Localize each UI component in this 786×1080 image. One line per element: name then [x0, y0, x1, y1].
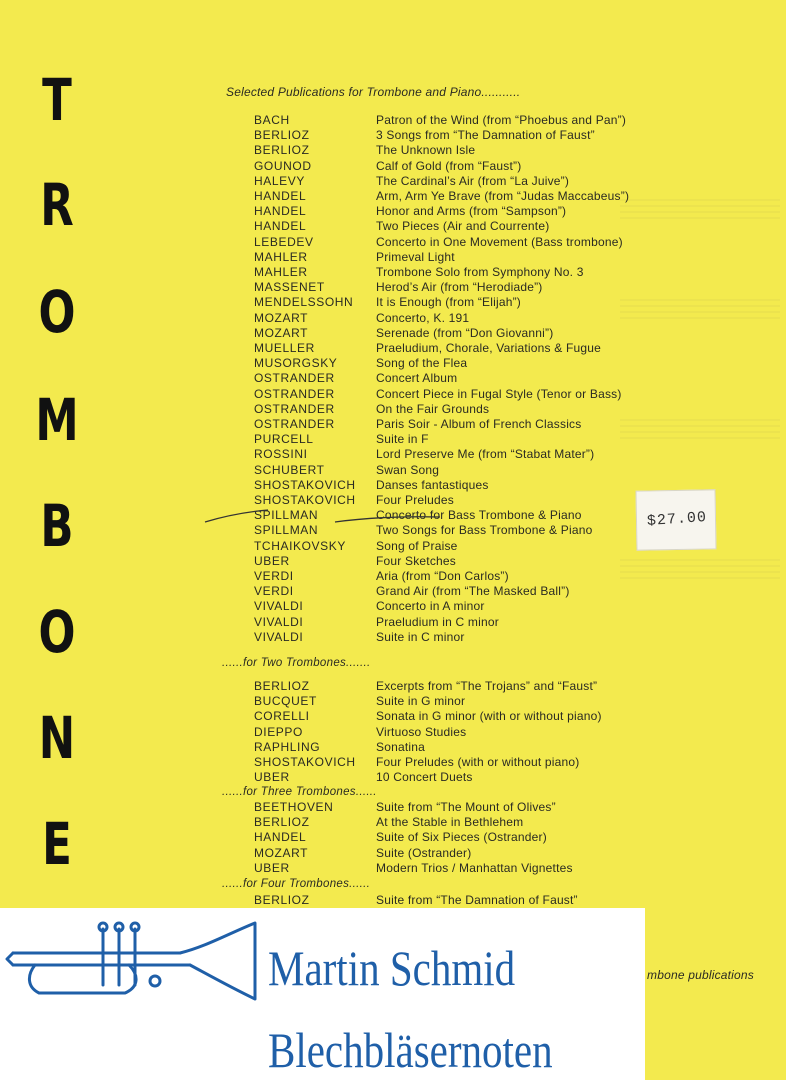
composer-name: LEBEDEV	[254, 234, 314, 249]
work-title: Grand Air (from “The Masked Ball”)	[376, 584, 570, 599]
work-title: Primeval Light	[376, 249, 455, 264]
composer-name: MASSENET	[254, 280, 325, 295]
brand-name: Martin Schmid	[268, 940, 516, 996]
work-title: Concert Album	[376, 371, 458, 386]
composer-name: HALEVY	[254, 173, 305, 188]
composer-name: SHOSTAKOVICH	[254, 493, 356, 507]
work-title: Swan Song	[376, 462, 440, 477]
composer-name: SHOSTAKOVICH	[254, 477, 356, 492]
composer-name: BERLIOZ	[254, 128, 310, 143]
composer-name: SCHUBERT	[254, 462, 325, 477]
work-title: Suite in C minor	[376, 629, 465, 644]
composer-name: UBER	[254, 553, 290, 568]
composer-name: MOZART	[254, 845, 309, 860]
trumpet-icon	[5, 915, 263, 1005]
title-letter: N	[38, 704, 76, 772]
work-title: Suite in F	[376, 432, 429, 447]
composer-name: OSTRANDER	[254, 386, 335, 401]
work-title: Calf of Gold (from “Faust”)	[376, 158, 522, 173]
work-title: Aria (from “Don Carlos”)	[376, 569, 509, 583]
work-title: Herod’s Air (from “Herodiade”)	[376, 280, 543, 295]
work-title: Paris Soir - Album of French Classics	[376, 417, 582, 431]
title-letter: O	[38, 598, 76, 666]
work-title: Four Sketches	[376, 553, 456, 568]
work-title: It is Enough (from “Elijah”)	[376, 295, 521, 310]
composer-name: PURCELL	[254, 432, 314, 447]
work-title: 3 Songs from “The Damnation of Faust”	[376, 128, 595, 143]
work-title: On the Fair Grounds	[376, 401, 490, 416]
composer-name: HANDEL	[254, 204, 307, 219]
composer-name: SPILLMAN	[254, 508, 319, 523]
composer-name: UBER	[254, 860, 290, 875]
composer-name: BERLIOZ	[254, 143, 310, 158]
work-title: Patron of the Wind (from “Phoebus and Pan”)	[376, 113, 627, 127]
work-title: Arm, Arm Ye Brave (from “Judas Maccabeus”)	[376, 189, 630, 203]
work-title: Sonata in G minor (with or without piano)	[376, 709, 602, 724]
composer-name: BEETHOVEN	[254, 800, 334, 814]
composer-name: MUELLER	[254, 341, 315, 355]
composer-name: GOUNOD	[254, 158, 312, 173]
composer-name: BERLIOZ	[254, 893, 310, 907]
composer-name: UBER	[254, 770, 290, 785]
composer-name: BACH	[254, 113, 290, 127]
work-title: Song of Praise	[376, 538, 458, 553]
composer-name: MOZART	[254, 310, 309, 325]
title-letter: M	[35, 386, 79, 454]
composer-name: OSTRANDER	[254, 401, 335, 416]
title-letter: E	[42, 810, 72, 878]
composer-name: TCHAIKOVSKY	[254, 538, 346, 553]
composer-name: BUCQUET	[254, 694, 317, 709]
title-letter: B	[40, 492, 74, 560]
composer-name: BERLIOZ	[254, 679, 310, 693]
work-title: Praeludium, Chorale, Variations & Fugue	[376, 341, 602, 355]
four-trombones-title: ......for Four Trombones......	[222, 878, 371, 890]
composer-name: HANDEL	[254, 830, 307, 845]
work-title: Concerto for Bass Trombone & Piano	[376, 508, 582, 523]
work-title: Serenade (from “Don Giovanni”)	[376, 325, 554, 340]
work-title: Two Pieces (Air and Courrente)	[376, 219, 550, 234]
composer-name: MAHLER	[254, 265, 308, 279]
work-title: Suite from “The Damnation of Faust”	[376, 893, 578, 907]
two-trombones-title: ......for Two Trombones.......	[222, 657, 371, 669]
work-title: Lord Preserve Me (from “Stabat Mater”)	[376, 447, 595, 462]
work-title: Four Preludes	[376, 493, 454, 507]
composer-name: MAHLER	[254, 249, 308, 264]
composer-name: VERDI	[254, 584, 294, 599]
composer-name: BERLIOZ	[254, 815, 310, 830]
work-title: Danses fantastiques	[376, 477, 489, 492]
composer-name: VERDI	[254, 569, 294, 583]
title-letter: T	[42, 66, 72, 134]
work-title: Concerto in A minor	[376, 599, 485, 614]
work-title: Concerto, K. 191	[376, 310, 470, 325]
three-trombones-title: ......for Three Trombones......	[222, 786, 377, 798]
work-title: Suite (Ostrander)	[376, 845, 472, 860]
composer-name: OSTRANDER	[254, 371, 335, 386]
work-title: The Unknown Isle	[376, 143, 476, 158]
composer-name: CORELLI	[254, 709, 310, 724]
composer-name: HANDEL	[254, 189, 307, 203]
work-title: Virtuoso Studies	[376, 724, 467, 739]
work-title: Suite of Six Pieces (Ostrander)	[376, 830, 547, 845]
price-label: $27.00	[646, 508, 708, 531]
title-letter: O	[38, 278, 76, 346]
composer-name: HANDEL	[254, 219, 307, 234]
composer-name: RAPHLING	[254, 739, 321, 754]
work-title: Suite from “The Mount of Olives”	[376, 800, 556, 814]
work-title: Modern Trios / Manhattan Vignettes	[376, 860, 573, 875]
work-title: Song of the Flea	[376, 356, 468, 371]
work-title: 10 Concert Duets	[376, 770, 473, 785]
composer-name: VIVALDI	[254, 614, 304, 629]
footer-text: mbone publications	[647, 968, 755, 982]
composer-name: SHOSTAKOVICH	[254, 755, 356, 769]
work-title: Sonatina	[376, 739, 425, 754]
work-title: Concert Piece in Fugal Style (Tenor or Bass)	[376, 386, 622, 401]
work-title: At the Stable in Bethlehem	[376, 815, 524, 830]
composer-name: MOZART	[254, 325, 309, 340]
work-title: Four Preludes (with or without piano)	[376, 755, 580, 769]
page-heading: Selected Publications for Trombone and Piano...........	[226, 85, 521, 99]
work-title: Trombone Solo from Symphony No. 3	[376, 265, 584, 279]
composer-name: MENDELSSOHN	[254, 295, 354, 310]
composer-name: VIVALDI	[254, 599, 304, 614]
work-title: Honor and Arms (from “Sampson”)	[376, 204, 567, 219]
composer-name: OSTRANDER	[254, 417, 335, 431]
work-title: Suite in G minor	[376, 694, 466, 709]
composer-name: MUSORGSKY	[254, 356, 338, 371]
title-letter: R	[40, 171, 74, 239]
work-title: Two Songs for Bass Trombone & Piano	[376, 523, 593, 538]
composer-name: VIVALDI	[254, 629, 304, 644]
work-title: Excerpts from “The Trojans” and “Faust”	[376, 679, 598, 693]
work-title: Praeludium in C minor	[376, 614, 499, 629]
brand-subtitle: Blechbläsernoten	[268, 1022, 553, 1078]
work-title: The Cardinal’s Air (from “La Juive”)	[376, 173, 570, 188]
composer-name: SPILLMAN	[254, 523, 319, 538]
composer-name: DIEPPO	[254, 724, 303, 739]
work-title: Concerto in One Movement (Bass trombone)	[376, 234, 623, 249]
composer-name: ROSSINI	[254, 447, 308, 462]
